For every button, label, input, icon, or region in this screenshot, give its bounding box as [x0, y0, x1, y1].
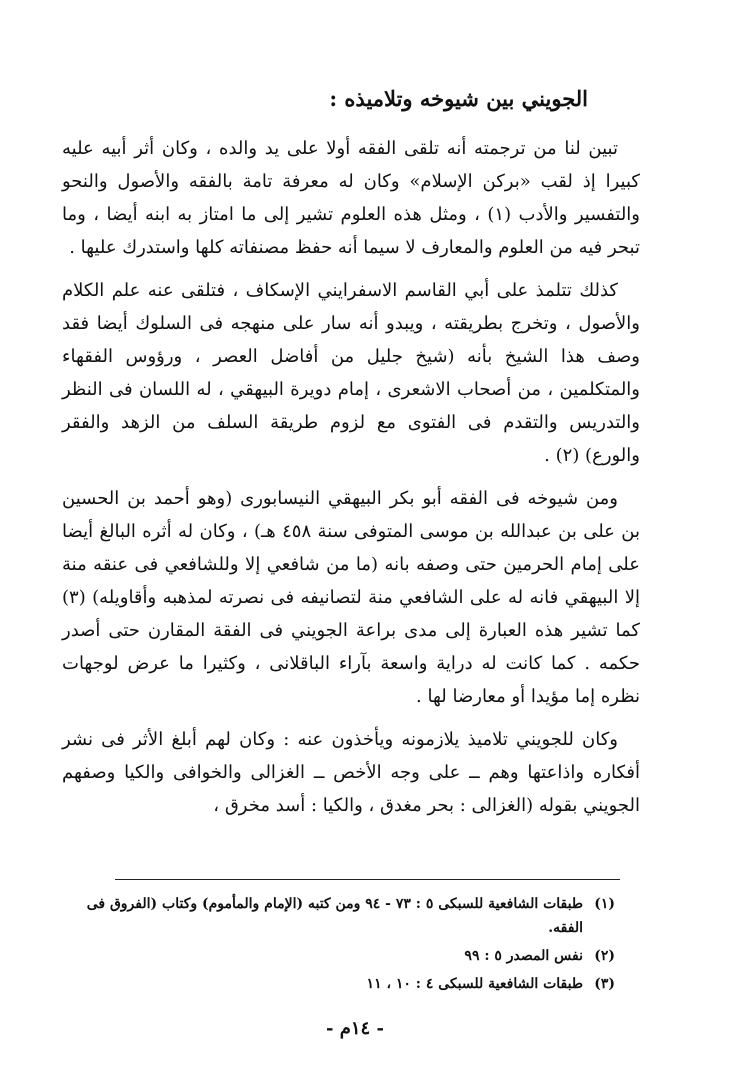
footnote-number: (٢) — [594, 948, 615, 964]
paragraph-teachers-father: تبين لنا من ترجمته أنه تلقى الفقه أولا على يد والده ، وكان أثر أبيه عليه كبيرا إذ لقب «بركن الإسلام» وكان له معرفة تامة بالفقه والأصول والنحو والتفسير والأدب (١) ، ومثل هذه العلوم تشير إلى ما امتاز به ابنه أيضا ، وما تبحر فيه من العلوم والمعارف لا سيما أنه حفظ مصنفاته كلها واستدرك عليها . — [62, 138, 640, 258]
footnotes-list — [55, 892, 615, 1000]
footnote-text: طبقات الشافعية للسبكى ٥ : ٧٣ - ٩٤ ومن كتبه (الإمام والمأموم) وكتاب (الفروق فى الفقه. — [86, 896, 583, 936]
footnote-number: (٣) — [594, 976, 615, 992]
body-text — [62, 132, 640, 822]
paragraph-teacher-isfaraini: كذلك تتلمذ على أبي القاسم الاسفرايني الإسكاف ، فتلقى عنه علم الكلام والأصول ، وتخرج بطريقته ، ويبدو أنه سار على منهجه فى السلوك أيضا فقد وصف هذا الشيخ بأنه (شيخ جليل من أفاضل العصر ، ورؤوس الفقهاء والمتكلمين ، من أصحاب الاشعرى ، إمام دويرة البيهقي ، له اللسان فى النظر والتدريس والتقدم فى الفتوى مع لزوم طريقة السلف من الزهد والفقر والورع) (٢) . — [62, 280, 640, 466]
section-heading: الجويني بين شيوخه وتلاميذه : — [329, 86, 588, 111]
footnote-divider — [115, 879, 620, 880]
paragraph-students: وكان للجويني تلاميذ يلازمونه ويأخذون عنه : وكان لهم أبلغ الأثر فى نشر أفكاره واذاعتها وهم ــ على وجه الأخص ــ الغزالى والخوافى والكيا وصفهم الجويني بقوله (الغزالى : بحر مغدق ، والكيا : أسد مخرق ، — [62, 729, 640, 816]
footnote-item — [55, 944, 615, 968]
page-number: - ١٤م - — [326, 1018, 384, 1039]
footnote-number: (١) — [594, 896, 615, 912]
paragraph-teacher-bayhaqi: ومن شيوخه فى الفقه أبو بكر البيهقي النيسابورى (وهو أحمد بن الحسين بن على بن عبدالله بن موسى المتوفى سنة ٤٥٨ هـ) ، وكان له أثره البالغ أيضا على إمام الحرمين حتى وصفه بانه (ما من شافعي إلا وللشافعي فى عنقه منة إلا البيهقي فانه له على الشافعي منة لتصانيفه فى نصرته لمذهبه وأقاويله) (٣) كما تشير هذه العبارة إلى مدى براعة الجويني فى الفقة المقارن حتى أصدر حكمه . كما كانت له دراية واسعة بآراء الباقلانى ، وكثيرا ما عرض لوجهات نظره إما مؤيدا أو معارضا لها . — [62, 488, 640, 707]
footnote-item — [55, 892, 615, 940]
footnote-text: طبقات الشافعية للسبكى ٤ : ١٠ ، ١١ — [366, 976, 583, 992]
footnote-item — [55, 972, 615, 996]
footnote-text: نفس المصدر ٥ : ٩٩ — [464, 948, 583, 964]
